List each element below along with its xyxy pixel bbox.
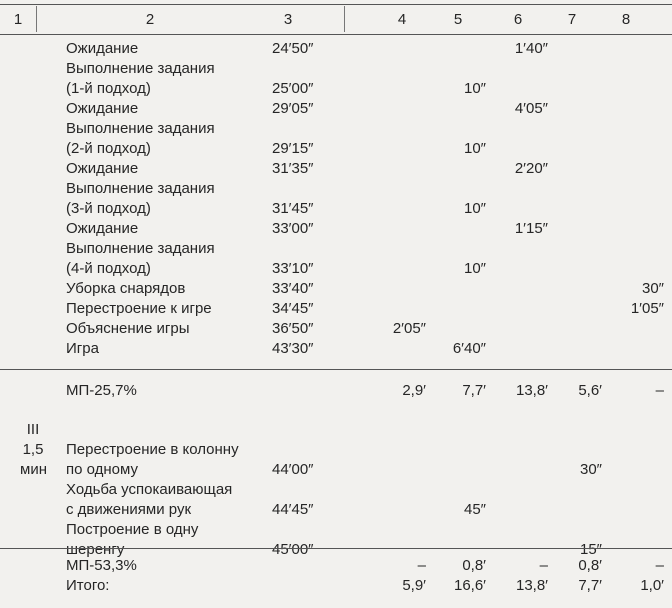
cell-c7: 7,7′ bbox=[578, 577, 602, 594]
section-divider bbox=[0, 548, 672, 549]
table-row bbox=[0, 99, 672, 119]
table-row bbox=[0, 239, 672, 259]
table-top-border bbox=[0, 4, 672, 5]
header-cell: 5 bbox=[453, 11, 463, 28]
cell-c6: 4′05″ bbox=[514, 100, 548, 117]
table-row bbox=[0, 279, 672, 299]
cell-c1: мин bbox=[20, 461, 47, 478]
cell-c6: 2′20″ bbox=[514, 160, 548, 177]
table-row bbox=[0, 59, 672, 79]
cell-c2: (4-й подход) bbox=[66, 260, 151, 277]
table-row bbox=[0, 139, 672, 159]
cell-c2: Построение в одну bbox=[66, 521, 199, 538]
cell-c2: по одному bbox=[66, 461, 139, 478]
cell-c2: Перестроение к игре bbox=[66, 300, 212, 317]
cell-c5: 6′40″ bbox=[452, 340, 486, 357]
table-row bbox=[0, 576, 672, 596]
cell-c2: Ходьба успокаивающая bbox=[66, 481, 233, 498]
cell-c2: Ожидание bbox=[66, 220, 139, 237]
cell-c2: МП-25,7% bbox=[66, 382, 137, 399]
cell-c7: 0,8′ bbox=[578, 557, 602, 574]
cell-c3: 34′45″ bbox=[272, 300, 314, 317]
cell-c3: 29′05″ bbox=[272, 100, 314, 117]
table-row bbox=[0, 381, 672, 401]
table-row bbox=[0, 219, 672, 239]
header-divider bbox=[36, 6, 37, 32]
cell-c3: 33′00″ bbox=[272, 220, 314, 237]
cell-c2: Объяснение игры bbox=[66, 320, 190, 337]
cell-c2: МП-53,3% bbox=[66, 557, 137, 574]
cell-c2: (2-й подход) bbox=[66, 140, 151, 157]
cell-c5: 16,6′ bbox=[453, 577, 486, 594]
cell-c2: Перестроение в колонну bbox=[66, 441, 239, 458]
table-row bbox=[0, 500, 672, 520]
header-cell: 6 bbox=[513, 11, 523, 28]
header-cell: 3 bbox=[283, 11, 293, 28]
cell-c2: Ожидание bbox=[66, 160, 139, 177]
cell-c6: – bbox=[539, 557, 548, 574]
header-cell: 1 bbox=[13, 11, 23, 28]
table-row bbox=[0, 440, 672, 460]
table-row bbox=[0, 179, 672, 199]
cell-c3: 31′35″ bbox=[272, 160, 314, 177]
table-row bbox=[0, 39, 672, 59]
table-row bbox=[0, 319, 672, 339]
header-divider bbox=[344, 6, 345, 32]
cell-c3: 31′45″ bbox=[272, 200, 314, 217]
cell-c1: III bbox=[26, 421, 40, 438]
cell-c8: 1,0′ bbox=[640, 577, 664, 594]
cell-c4: 5,9′ bbox=[402, 577, 426, 594]
cell-c3: 33′10″ bbox=[272, 260, 314, 277]
table-row bbox=[0, 79, 672, 99]
cell-c5: 10″ bbox=[464, 260, 486, 277]
cell-c3: 43′30″ bbox=[272, 340, 314, 357]
cell-c5: 10″ bbox=[464, 200, 486, 217]
cell-c5: 10″ bbox=[464, 140, 486, 157]
table-row bbox=[0, 520, 672, 540]
cell-c2: Ожидание bbox=[66, 100, 139, 117]
table-row bbox=[0, 339, 672, 359]
table-row bbox=[0, 460, 672, 480]
header-cell: 8 bbox=[621, 11, 631, 28]
cell-c3: 24′50″ bbox=[272, 40, 314, 57]
cell-c3: 44′00″ bbox=[272, 461, 314, 478]
cell-c8: – bbox=[655, 382, 664, 399]
table-row bbox=[0, 259, 672, 279]
table-row bbox=[0, 480, 672, 500]
cell-c2: Выполнение задания bbox=[66, 180, 215, 197]
cell-c2: Уборка снарядов bbox=[66, 280, 186, 297]
cell-c3: 25′00″ bbox=[272, 80, 314, 97]
header-cell: 7 bbox=[567, 11, 577, 28]
header-cell: 4 bbox=[397, 11, 407, 28]
header-cell: 2 bbox=[145, 11, 155, 28]
cell-c2: Ожидание bbox=[66, 40, 139, 57]
table-row bbox=[0, 556, 672, 576]
cell-c2: Игра bbox=[66, 340, 99, 357]
cell-c3: 45′00″ bbox=[272, 541, 314, 558]
cell-c2: шеренгу bbox=[66, 541, 125, 558]
cell-c1: 1,5 bbox=[22, 441, 44, 458]
table-row bbox=[0, 420, 672, 440]
cell-c2: Выполнение задания bbox=[66, 120, 215, 137]
table-row bbox=[0, 159, 672, 179]
cell-c5: 0,8′ bbox=[462, 557, 486, 574]
section-divider bbox=[0, 369, 672, 370]
cell-c6: 1′40″ bbox=[514, 40, 548, 57]
cell-c6: 1′15″ bbox=[514, 220, 548, 237]
cell-c8: 1′05″ bbox=[630, 300, 664, 317]
cell-c2: Выполнение задания bbox=[66, 60, 215, 77]
table-row bbox=[0, 199, 672, 219]
cell-c2: с движениями рук bbox=[66, 501, 192, 518]
cell-c6: 13,8′ bbox=[515, 577, 548, 594]
cell-c4: 2,9′ bbox=[402, 382, 426, 399]
cell-c5: 10″ bbox=[464, 80, 486, 97]
cell-c8: 30″ bbox=[642, 280, 664, 297]
cell-c3: 36′50″ bbox=[272, 320, 314, 337]
cell-c4: – bbox=[417, 557, 426, 574]
cell-c6: 13,8′ bbox=[515, 382, 548, 399]
cell-c5: 7,7′ bbox=[462, 382, 486, 399]
cell-c3: 44′45″ bbox=[272, 501, 314, 518]
header-row bbox=[0, 10, 672, 30]
cell-c3: 33′40″ bbox=[272, 280, 314, 297]
table-row bbox=[0, 299, 672, 319]
cell-c7: 30″ bbox=[580, 461, 602, 478]
cell-c4: 2′05″ bbox=[392, 320, 426, 337]
cell-c7: 5,6′ bbox=[578, 382, 602, 399]
table-row bbox=[0, 119, 672, 139]
cell-c2: (1-й подход) bbox=[66, 80, 151, 97]
header-bottom-border bbox=[0, 34, 672, 35]
cell-c2: Выполнение задания bbox=[66, 240, 215, 257]
cell-c8: – bbox=[655, 557, 664, 574]
cell-c2: Итого: bbox=[66, 577, 110, 594]
cell-c7: 15″ bbox=[580, 541, 602, 558]
cell-c2: (3-й подход) bbox=[66, 200, 151, 217]
cell-c5: 45″ bbox=[464, 501, 486, 518]
cell-c3: 29′15″ bbox=[272, 140, 314, 157]
